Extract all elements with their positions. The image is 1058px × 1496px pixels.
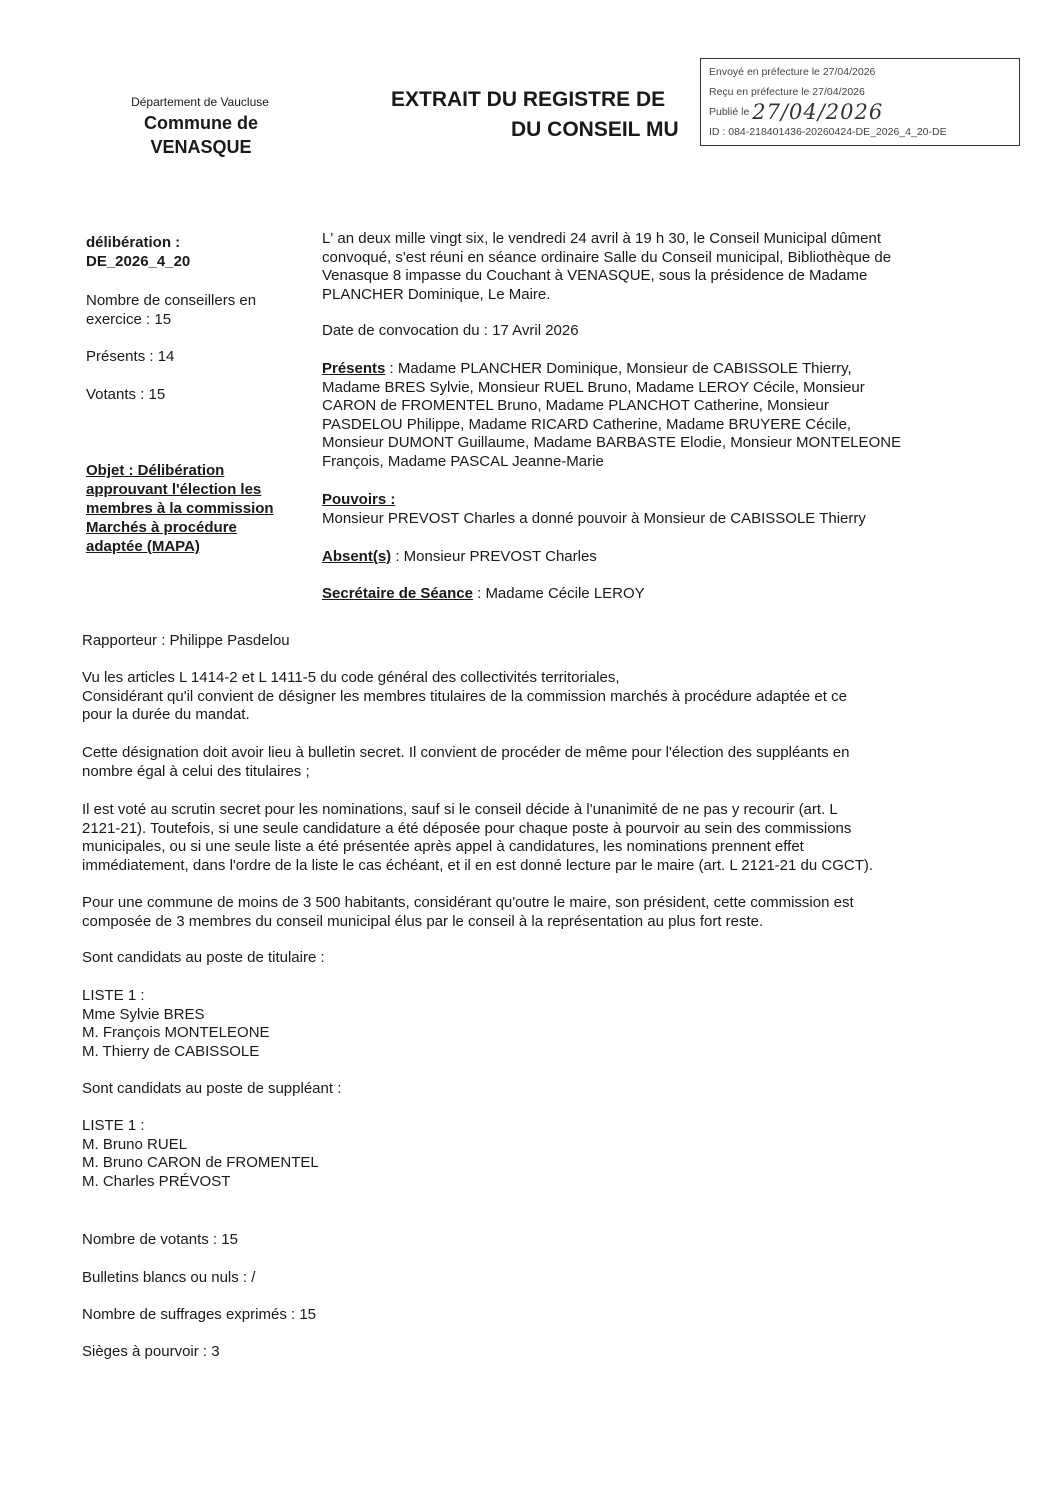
presents-line: PASDELOU Philippe, Madame RICARD Catherine, Madame BRUYERE Cécile, — [322, 415, 852, 433]
stamp-published-label: Publié le — [709, 106, 750, 118]
deliberation-block — [86, 233, 311, 271]
presents-line: CARON de FROMENTEL Bruno, Madame PLANCHOT Catherine, Monsieur — [322, 397, 829, 414]
commune-line-2: VENASQUE — [150, 137, 252, 157]
presents-line: Monsieur DUMONT Guillaume, Madame BARBASTE Elodie, Monsieur MONTELEONE — [322, 434, 902, 451]
convocation-date: Date de convocation du : 17 Avril 2026 — [322, 322, 579, 339]
list-item: M. François MONTELEONE — [82, 1024, 270, 1041]
paragraph-scrutin — [82, 801, 982, 875]
paragraph-line: immédiatement, dans l'ordre de la liste le cas échéant, et il en est donné lecture par le maire (art. L 2121-21 du CGCT). — [82, 856, 874, 874]
list-item: Mme Sylvie BRES — [82, 1005, 205, 1023]
sieges-result: Sièges à pourvoir : 3 — [82, 1343, 220, 1360]
objet-line: Objet : Délibération — [86, 462, 225, 479]
presents-count: Présents : 14 — [86, 348, 175, 365]
list-item: M. Thierry de CABISSOLE — [82, 1042, 260, 1060]
list-item: M. Bruno CARON de FROMENTEL — [82, 1154, 319, 1171]
presents-first-line — [322, 360, 982, 379]
paragraph-line: 2121-21). Toutefois, si une seule candidature a été déposée pour chaque poste à pourvoir au sein des commissions — [82, 819, 852, 837]
secretaire-text: : Madame Cécile LEROY — [472, 585, 645, 602]
votants-count: Votants : 15 — [86, 386, 166, 403]
suppleant-list — [82, 1117, 982, 1191]
paragraph-line: nombre égal à celui des titulaires ; — [82, 762, 310, 780]
rapporteur-line: Rapporteur : Philippe Pasdelou — [82, 632, 290, 649]
intro-line: PLANCHER Dominique, Le Maire. — [322, 285, 551, 303]
secretaire-label: Secrétaire de Séance — [322, 585, 473, 602]
department-label: Département de Vaucluse — [131, 95, 269, 109]
paragraph-line: municipales, ou si une seule liste a été présentée après appel à candidatures, les nominations prennent effet — [82, 838, 804, 855]
paragraph-line: Cette désignation doit avoir lieu à bulletin secret. Il convient de procéder de même pour l'élection des suppléants en — [82, 744, 850, 761]
paragraph-line: Il est voté au scrutin secret pour les nominations, sauf si le conseil décide à l'unanimité de ne pas y recourir (art. L — [82, 801, 838, 818]
paragraph-composition — [82, 894, 982, 931]
stamp-sent-line: Envoyé en préfecture le 27/04/2026 — [709, 66, 876, 78]
intro-line: Venasque 8 impasse du Couchant à VENASQUE, sous la présidence de Madame — [322, 267, 868, 284]
paragraph-line: composée de 3 membres du conseil municipal élus par le conseil à la représentation au plus fort reste. — [82, 912, 764, 930]
presents-line: Madame BRES Sylvie, Monsieur RUEL Bruno, Madame LEROY Cécile, Monsieur — [322, 378, 865, 396]
titulaire-list — [82, 987, 982, 1061]
session-intro — [322, 230, 982, 304]
stamp-id-line: ID : 084-218401436-20260424-DE_2026_4_20-DE — [709, 126, 947, 139]
conseillers-line-2: exercice : 15 — [86, 311, 172, 328]
list-item: LISTE 1 : — [82, 1117, 145, 1134]
presents-line: François, Madame PASCAL Jeanne-Marie — [322, 452, 604, 470]
pouvoirs-label: Pouvoirs : — [322, 491, 396, 508]
commune-line-1: Commune de — [143, 113, 258, 133]
titulaire-heading: Sont candidats au poste de titulaire : — [82, 949, 325, 966]
objet-block — [86, 461, 311, 556]
objet-line: adaptée (MAPA) — [86, 538, 200, 555]
list-item: M. Charles PRÉVOST — [82, 1172, 231, 1190]
presents-label: Présents — [322, 360, 386, 377]
pouvoirs-text: Monsieur PREVOST Charles a donné pouvoir à Monsieur de CABISSOLE Thierry — [322, 509, 866, 527]
list-item: LISTE 1 : — [82, 987, 145, 1004]
pouvoirs-block — [322, 491, 982, 528]
blancs-result: Bulletins blancs ou nuls : / — [82, 1269, 256, 1286]
conseillers-line-1: Nombre de conseillers en — [86, 292, 257, 309]
list-item: M. Bruno RUEL — [82, 1135, 188, 1153]
stamp-published-line — [709, 100, 1011, 125]
stamp-published-handwritten-date: 27/04/2026 — [752, 100, 884, 125]
paragraph-line: Considérant qu'il convient de désigner les membres titulaires de la commission marchés à procédure adaptée et ce — [82, 687, 847, 705]
conseillers-count — [86, 291, 311, 329]
absents-label: Absent(s) — [322, 548, 392, 565]
votants-result: Nombre de votants : 15 — [82, 1231, 238, 1248]
paragraph-line: Vu les articles L 1414-2 et L 1411-5 du code général des collectivités territoriales, — [82, 669, 620, 686]
paragraph-designation — [82, 744, 982, 781]
paragraph-line: Pour une commune de moins de 3 500 habitants, considérant qu'outre le maire, son président, cette commission est — [82, 894, 854, 911]
suppleant-heading: Sont candidats au poste de suppléant : — [82, 1080, 342, 1097]
prefecture-stamp — [700, 58, 1020, 146]
deliberation-label: délibération : — [86, 234, 181, 251]
objet-line: approuvant l'élection les — [86, 481, 262, 498]
document-title-line-1: EXTRAIT DU REGISTRE DE — [391, 88, 666, 111]
paragraph-line: pour la durée du mandat. — [82, 706, 250, 723]
paragraph-articles — [82, 669, 982, 725]
document-title-line-2: DU CONSEIL MU — [511, 118, 679, 141]
absents-line — [322, 548, 982, 567]
intro-line: convoqué, s'est réuni en séance ordinaire Salle du Conseil municipal, Bibliothèque de — [322, 248, 892, 266]
objet-line: membres à la commission — [86, 500, 274, 517]
commune-name — [110, 111, 292, 159]
suffrages-result: Nombre de suffrages exprimés : 15 — [82, 1306, 317, 1323]
objet-line: Marchés à procédure — [86, 519, 237, 536]
stamp-received-line: Reçu en préfecture le 27/04/2026 — [709, 86, 865, 98]
absents-text: : Monsieur PREVOST Charles — [391, 548, 597, 565]
intro-line: L' an deux mille vingt six, le vendredi 24 avril à 19 h 30, le Conseil Municipal dûment — [322, 230, 881, 247]
deliberation-id: DE_2026_4_20 — [86, 253, 191, 270]
presents-list — [322, 360, 982, 471]
secretaire-line — [322, 585, 982, 604]
presents-first-text: : Madame PLANCHER Dominique, Monsieur de CABISSOLE Thierry, — [385, 360, 852, 377]
